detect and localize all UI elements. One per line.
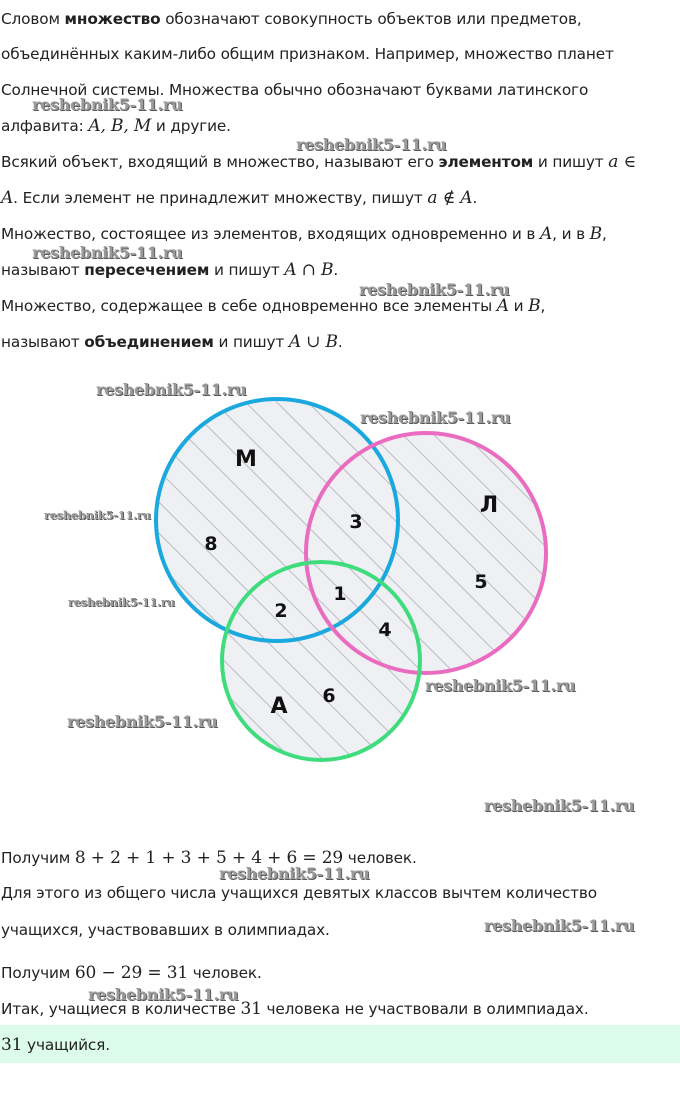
math: B [589,224,603,244]
math: 60 − 29 = 31 [74,963,189,983]
text-span: и другие. [151,117,231,135]
text-span: и пишут [213,333,289,351]
math: A [540,224,553,244]
text-line [1,963,262,983]
watermark: reshebnik5-11.ru [68,595,175,609]
set-label-m: М [235,447,257,472]
watermark: reshebnik5-11.ru [296,135,447,154]
text-span: . [472,189,478,207]
watermark: reshebnik5-11.ru [67,712,218,731]
text-span: и [508,297,529,315]
text-span: Множество, состоящее из элементов, входящих одновременно и в [1,225,541,243]
region-a-only: 6 [322,685,336,707]
region-m-l: 3 [349,511,363,533]
text-line [1,116,231,136]
term-bold: множество [64,10,161,28]
text-line: объединённых каким-либо общим признаком. Например, множество планет [1,45,614,63]
text-span: Словом [1,10,65,28]
watermark: reshebnik5-11.ru [32,243,183,262]
text-line [1,332,343,352]
text-span: Итак, учащиеся в количестве [1,1000,241,1018]
text-span: называют [1,261,85,279]
math: A [1,188,14,208]
watermark: reshebnik5-11.ru [425,676,576,695]
math: A ∪ B [288,332,338,352]
text-line [1,9,582,29]
text-span: Всякий объект, входящий в множество, называют его [1,153,439,171]
watermark: reshebnik5-11.ru [96,380,247,399]
text-span: , [602,225,607,243]
text-span: алфавита: [1,117,89,135]
text-span: , [540,297,546,315]
text-span: и пишут [209,261,285,279]
watermark: reshebnik5-11.ru [484,796,635,815]
math: A, B, M [88,116,152,136]
math: B [528,296,541,316]
text-span: . [333,261,339,279]
text-span: обозначают совокупность объектов или предметов, [160,10,582,28]
answer-box [0,1025,680,1063]
watermark: reshebnik5-11.ru [44,508,151,522]
text-span: Получим [1,849,75,867]
text-span: Множество, содержащее в себе одновременно все элементы [1,297,497,315]
watermark: reshebnik5-11.ru [32,95,183,114]
answer-text: учащийся. [22,1036,110,1054]
watermark: reshebnik5-11.ru [360,408,511,427]
term-bold: пересечением [84,261,210,279]
region-all: 1 [333,583,347,605]
math: 31 [1,1035,23,1055]
text-line [1,260,338,280]
text-line: Солнечной системы. Множества обычно обозначают буквами латинского [1,81,589,99]
text-span: и пишут [533,153,609,171]
text-line [1,188,477,208]
watermark: reshebnik5-11.ru [219,864,370,883]
watermark: reshebnik5-11.ru [484,916,635,935]
term-bold: элементом [438,153,534,171]
text-span: человек. [188,964,262,982]
set-label-l: Л [479,493,499,518]
region-m-only: 8 [204,533,218,555]
math: A ∩ B [284,260,334,280]
watermark: reshebnik5-11.ru [88,985,239,1004]
math: a ∈ [608,152,636,172]
math: a ∉ A [427,188,473,208]
math: 31 [240,999,262,1019]
text-span: Получим [1,964,75,982]
answer-line [1,1035,110,1055]
term-bold: объединением [84,333,214,351]
text-span: человек. [343,849,417,867]
text-line [1,296,545,316]
text-span: человека не участвовали в олимпиадах. [261,1000,589,1018]
region-l-a: 4 [378,619,392,641]
text-span: называют [1,333,85,351]
text-line [1,224,607,244]
math: 8 + 2 + 1 + 3 + 5 + 4 + 6 = 29 [74,848,344,868]
math: A [496,296,509,316]
set-label-a: А [270,694,288,719]
text-line: Для этого из общего числа учащихся девятых классов вычтем количество [1,884,597,902]
text-span: . Если элемент не принадлежит множеству, пишут [13,189,428,207]
region-m-a: 2 [274,600,288,622]
text-span: . [337,333,343,351]
watermark: reshebnik5-11.ru [359,280,510,299]
text-line [1,152,636,172]
text-span: , и в [552,225,590,243]
region-l-only: 5 [474,571,488,593]
text-line: учащихся, участвовавших в олимпиадах. [1,921,330,939]
